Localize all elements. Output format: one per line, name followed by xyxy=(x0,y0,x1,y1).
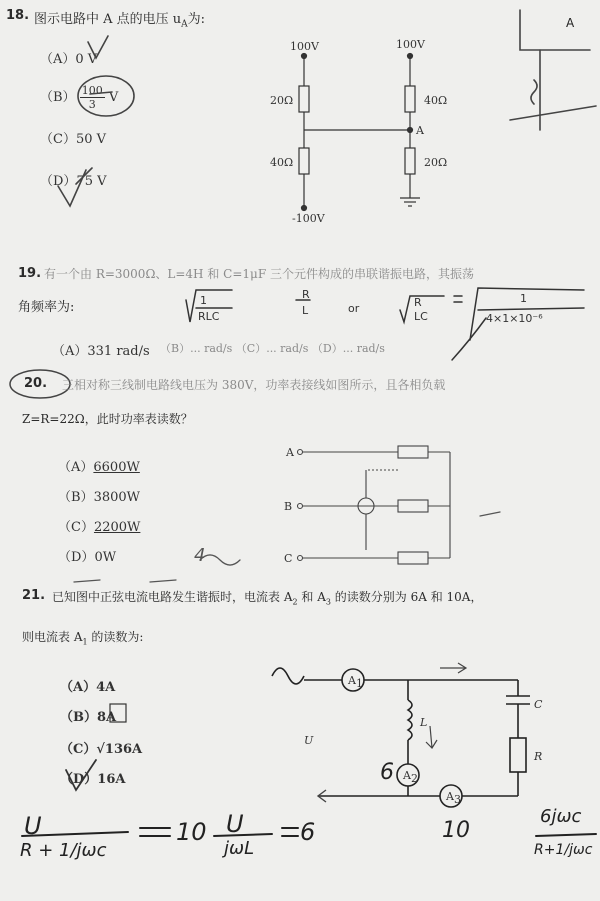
q20-line-c-label: C xyxy=(284,552,293,565)
svg-text:RLC: RLC xyxy=(198,310,220,323)
svg-text:R: R xyxy=(302,288,310,301)
q18-option-c: （C）50 V xyxy=(40,132,107,147)
q21-stem: 已知图中正弦电流电路发生谐振时，电流表 $A_2$ 和 $A_3$ 的读数分别为 6A 和 10A， xyxy=(52,590,483,607)
q21-ammeter-a1: A xyxy=(348,674,356,687)
q18-option-d: （D）75 V xyxy=(40,174,107,189)
q21-source-label: U xyxy=(304,734,314,747)
svg-text:or: or xyxy=(348,302,360,315)
q18-option-b-fraction: $\frac{100}{3}$ xyxy=(81,84,103,111)
q21-capacitor-label: C xyxy=(534,698,543,711)
q21-inductor-label: L xyxy=(420,716,428,729)
q18-option-a: （A）0 V xyxy=(40,52,98,67)
svg-text:LC: LC xyxy=(414,310,428,323)
q20-option-d: （D）0W xyxy=(58,550,117,565)
hw-formula-left-value: 10 xyxy=(176,818,207,846)
q21-ammeter-a3: A xyxy=(446,790,454,803)
q18-r4-label: 20Ω xyxy=(424,156,448,169)
hw-formula-left-den: R + 1/jωc xyxy=(20,840,107,861)
q18-bottom-left-voltage: -100V xyxy=(292,212,325,225)
q21-ammeter-a2-sub: 2 xyxy=(411,772,418,785)
hw-formula-far: 6jωc xyxy=(540,806,582,827)
q18-r2-label: 40Ω xyxy=(424,94,448,107)
hw-formula-right-den: jωL xyxy=(224,838,255,859)
q20-line-a-label: A xyxy=(286,446,294,459)
q20-stem: 三相对称三线制电路线电压为 380V，功率表接线如图所示，且各相负载 xyxy=(62,378,446,392)
q20-option-c: （C）2200W xyxy=(58,520,141,535)
hw-formula-right: U xyxy=(226,810,244,838)
q19-stem: 有一个由 R=3000Ω、L=4H 和 C=1μF 三个元件构成的串联谐振电路，其振荡 xyxy=(44,267,474,281)
hw-formula-left: U xyxy=(24,812,42,840)
q19-stem-line2: 角频率为: xyxy=(18,300,75,315)
q21-resistor-label: R xyxy=(534,750,543,763)
svg-text:4×1×10⁻⁶: 4×1×10⁻⁶ xyxy=(486,312,543,325)
q21-ammeter-a2: A xyxy=(403,769,411,782)
hw-label-6: 6 xyxy=(380,760,394,785)
q21-option-d: （D）16A xyxy=(60,772,126,787)
svg-text:R: R xyxy=(414,296,422,309)
q21-ammeter-a3-sub: 3 xyxy=(454,793,461,806)
q18-top-left-voltage: 100V xyxy=(290,40,319,53)
hw-note-4: 4 xyxy=(194,545,206,566)
q18-stem: 图示电路中 A 点的电压 $u_A$为: xyxy=(34,12,206,30)
q21-number: 21. xyxy=(22,588,46,603)
svg-text:1: 1 xyxy=(520,292,527,305)
q20-option-b: （B）3800W xyxy=(58,490,141,505)
q20-line-b-label: B xyxy=(284,500,293,513)
q19-option-a: （A）331 rad/s xyxy=(52,344,150,359)
q19-option-rest: （B）... rad/s （C）... rad/s （D）... rad/s xyxy=(160,342,385,355)
q18-option-b: （B） $\frac{100}{3}$ V xyxy=(40,84,119,111)
q20-number: 20. xyxy=(24,376,48,391)
q21-option-b: （B）8A xyxy=(60,710,117,725)
svg-text:L: L xyxy=(302,304,309,317)
q18-top-right-voltage: 100V xyxy=(396,38,425,51)
hw-formula-far-den: R+1/jωc xyxy=(534,842,593,858)
q18-number: 18. xyxy=(6,8,30,23)
hw-label-10: 10 xyxy=(442,818,470,843)
q18-r3-label: 40Ω xyxy=(270,156,294,169)
q21-option-c: （C）√136A xyxy=(60,742,143,757)
q18-r1-label: 20Ω xyxy=(270,94,294,107)
margin-note-a: A xyxy=(566,16,575,30)
q19-number: 19. xyxy=(18,266,42,281)
hw-formula-right-value: 6 xyxy=(300,818,316,846)
q21-stem-line2: 则电流表 $A_1$ 的读数为: xyxy=(22,630,144,647)
q20-stem-line2: Z=R=22Ω，此时功率表读数？ xyxy=(22,412,193,426)
q21-option-a: （A）4A xyxy=(60,680,116,695)
svg-text:1: 1 xyxy=(200,294,207,307)
q18-node-a-label: A xyxy=(416,124,424,137)
q20-option-a: （A）6600W xyxy=(58,460,140,475)
q21-ammeter-a1-sub: 1 xyxy=(356,677,363,690)
